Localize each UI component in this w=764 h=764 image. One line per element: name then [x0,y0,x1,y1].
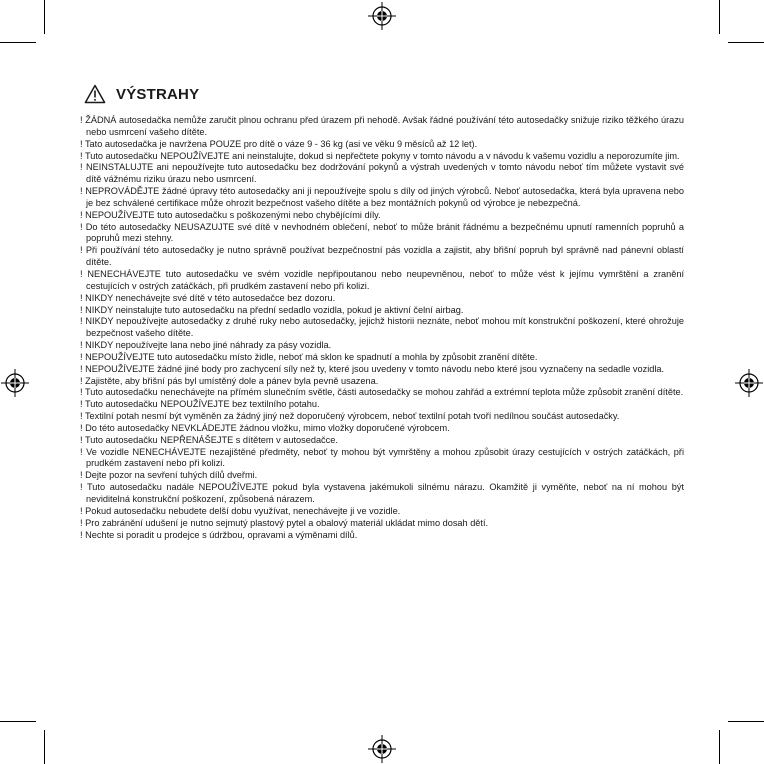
bullet-mark: ! [80,411,83,422]
warning-text: NEINSTALUJTE ani nepoužívejte tuto autosedačku bez dodržování pokynů a výstrah uvedených v tomto návodu neboť tím můžete vystavit své dítě vážnému riziku úrazu nebo usmrcení. [85,162,684,185]
list-item [80,364,684,376]
list-item [80,210,684,222]
list-item [80,399,684,411]
bullet-mark: ! [80,446,83,457]
crop-mark [0,42,36,43]
bullet-mark: ! [80,162,83,173]
crop-mark [0,721,36,722]
bullet-mark: ! [80,470,83,481]
bullet-mark: ! [80,434,83,445]
list-item [80,269,684,293]
list-item [80,151,684,163]
bullet-mark: ! [80,505,83,516]
list-item [80,447,684,471]
crop-mark [44,0,45,34]
bullet-mark: ! [80,268,83,279]
warning-text: ŽÁDNÁ autosedačka nemůže zaručit plnou ochranu před úrazem při nehodě. Avšak řádné používání této autosedačky snižuje riziko těžkého úrazu nebo usmrcení vašeho dítěte. [85,115,684,137]
bullet-mark: ! [80,422,83,433]
warning-text: Nechte si poradit u prodejce s údržbou, opravami a výměnami dílů. [85,529,358,540]
page-title: VÝSTRAHY [116,85,200,103]
warning-text: NEPOUŽÍVEJTE žádné jiné body pro zachycení síly než ty, které jsou uvedeny v tomto návodu nebo které jsou vyznačeny na sedadle vozidla. [85,363,665,374]
crop-mark [728,721,764,722]
warning-text: Ve vozidle NENECHÁVEJTE nezajištěné předměty, neboť ty mohou být vymrštěny a mohou způsobit úrazy cestujících v ostrých zatáčkách, při prudkém zastavení nebo při kolizi. [86,446,684,469]
list-item [80,518,684,530]
list-item [80,482,684,506]
list-item [80,139,684,151]
bullet-mark: ! [80,115,83,125]
list-item [80,470,684,482]
warning-text: NENECHÁVEJTE tuto autosedačku ve svém vozidle nepřipoutanou nebo neupevněnou, neboť to může vést k jejímu vymrštění a zranění cestujících v ostrých zatáčkách, při prudkém zastavení nebo při kolizi. [86,268,684,291]
warnings-list [80,115,684,541]
list-item [80,340,684,352]
list-item [80,387,684,399]
bullet-mark: ! [80,351,83,362]
bullet-mark: ! [80,150,83,161]
warning-text: Dejte pozor na sevření tuhých dílů dveřmi. [85,470,258,481]
list-item [80,506,684,518]
crop-mark [719,0,720,34]
bullet-mark: ! [80,399,83,410]
bullet-mark: ! [80,316,83,327]
warning-text: NIKDY nepoužívejte lana nebo jiné náhrady za pásy vozidla. [85,340,332,351]
list-item [80,411,684,423]
list-item [80,316,684,340]
list-item [80,530,684,542]
warning-text: NEPOUŽÍVEJTE tuto autosedačku s poškozenými nebo chybějícími díly. [85,209,381,220]
warning-text: NEPROVÁDĚJTE žádné úpravy této autosedačky ani ji nepoužívejte spolu s díly od jiných výrobců. Neboť autosedačka, která byla upravena nebo je bez schválené certifikace může ohrozit bezpečnost vašeho dítěte a bez montážních pokynů od výrobce je nebezpečná. [85,186,684,208]
warning-text: Při používání této autosedačky je nutno správně používat bezpečnostní pás vozidla a zajistit, aby břišní popruh byl správně nad pánevní oblastí dítěte. [85,245,684,268]
warning-text: Tuto autosedačku NEPŘENÁŠEJTE s dítětem v autosedačce. [84,434,338,445]
list-item [80,222,684,246]
crop-mark [728,42,764,43]
warnings-heading [84,84,199,104]
bullet-mark: ! [80,363,83,374]
warning-text: NEPOUŽÍVEJTE tuto autosedačku místo židle, neboť má sklon ke spadnutí a mohla by způsobit zranění dítěte. [85,351,538,362]
warning-text: Zajistěte, aby břišní pás byl umístěný dole a pánev byla pevně usazena. [85,375,379,386]
bullet-mark: ! [80,292,83,303]
list-item [80,352,684,364]
bullet-mark: ! [80,340,83,351]
warning-text: Do této autosedačky NEVKLÁDEJTE žádnou vložku, mimo vložky doporučené výrobcem. [85,422,450,433]
list-item [80,376,684,388]
bullet-mark: ! [80,209,83,220]
warning-text: Textilní potah nesmí být vyměněn za žádný jiný než doporučený výrobcem, neboť textilní potah tvoří nedílnou součást autosedačky. [84,411,620,422]
crop-mark [719,730,720,764]
bullet-mark: ! [80,482,83,493]
list-item [80,423,684,435]
bullet-mark: ! [80,517,83,528]
warning-text: Tuto autosedačku NEPOUŽÍVEJTE ani neinstalujte, dokud si nepřečtete pokyny v tomto návodu a v návodu k vašemu vozidlu a neporozumíte jim. [84,150,680,161]
list-item [80,115,684,139]
list-item [80,305,684,317]
list-item [80,245,684,269]
warning-text: NIKDY nenechávejte své dítě v této autosedačce bez dozoru. [85,292,336,303]
bullet-mark: ! [80,221,83,232]
warning-text: Tuto autosedačku nadále NEPOUŽÍVEJTE pokud byla vystavena jakémukoli silnému nárazu. Okamžitě ji vyměňte, neboť na ní mohou být neviditelná konstrukční poškození, způsobená nárazem. [86,482,684,504]
bullet-mark: ! [80,375,83,386]
bullet-mark: ! [80,304,83,315]
registration-mark-icon [367,734,397,764]
warning-text: Tuto autosedačku nenechávejte na přímém slunečním světle, části autosedačky se mohou zahřád a extrémní teplota může způsobit zranění dítěte. [84,387,684,398]
registration-mark-icon [734,368,764,398]
bullet-mark: ! [80,138,83,149]
warning-text: Tuto autosedačku NEPOUŽÍVEJTE bez textilního potahu. [84,399,320,410]
list-item [80,162,684,186]
warning-text: Do této autosedačky NEUSAZUJTE své dítě v nevhodném oblečení, neboť to může bránit řádnému a bezpečnému upnutí ramenních popruhů a popruhů mezi stehny. [85,221,684,244]
bullet-mark: ! [80,387,83,398]
list-item [80,293,684,305]
registration-mark-icon [367,1,397,31]
warning-text: Pokud autosedačku nebudete delší dobu využívat, nenechávejte ji ve vozidle. [85,505,401,516]
warning-text: Tato autosedačka je navržena POUZE pro dítě o váze 9 - 36 kg (asi ve věku 9 měsíců až 12 let). [84,138,478,149]
list-item [80,435,684,447]
warning-text: NIKDY nepoužívejte autosedačky z druhé ruky nebo autosedačky, jejichž historii neznáte, neboť mohou mít konstrukční poškození, které ohrožuje bezpečnost vašeho dítěte. [85,316,684,339]
warning-triangle-icon [84,84,106,104]
registration-mark-icon [0,368,30,398]
crop-mark [44,730,45,764]
warning-text: NIKDY neinstalujte tuto autosedačku na přední sedadlo vozidla, pokud je aktivní čelní airbag. [85,304,464,315]
bullet-mark: ! [80,186,83,197]
bullet-mark: ! [80,245,83,256]
list-item [80,186,684,210]
warning-text: Pro zabránění udušení je nutno sejmutý plastový pytel a obalový materiál ukládat mimo dosah dětí. [85,517,489,528]
bullet-mark: ! [80,529,83,540]
